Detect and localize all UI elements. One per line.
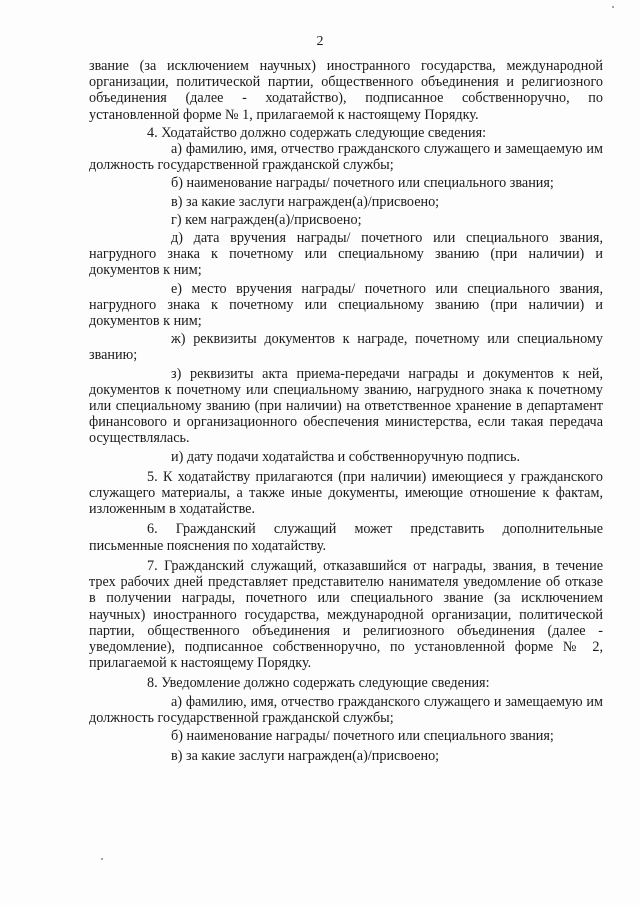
paragraph-8-item-v: в) за какие заслуги награжден(а)/присвоено; <box>171 748 440 765</box>
paragraph-8-item-a: а) фамилию, имя, отчество гражданского служащего и замещаемую им должность государственной гражданской службы; <box>89 693 603 726</box>
paragraph-4-item-d: д) дата вручения награды/ почетного или специального звания, нагрудного знака к почетному или специальному званию (при наличии) и документов к ним; <box>89 230 603 279</box>
paragraph-4-item-a: а) фамилию, имя, отчество гражданского служащего и замещаемую им должность государственной гражданской службы; <box>89 141 603 174</box>
paragraph-5: 5. К ходатайству прилагаются (при наличии) имеющиеся у гражданского служащего материалы, а также иные документы, имеющие отношение к фактам, изложенным в ходатайстве. <box>89 468 603 518</box>
paragraph-7: 7. Гражданский служащий, отказавшийся от награды, звания, в течение трех рабочих дней представляет представителю нанимателя уведомление об отказе в получении награды, почетного или специального звание (за исключением научных) иностранного государства, международной организации, политической партии, общественного объединения и религиозного объединения (далее - уведомление), подписанное собственноручно, по установленной форме № 2, прилагаемой к настоящему Порядку. <box>89 557 603 672</box>
paragraph-4-item-e: е) место вручения награды/ почетного или специального звания, нагрудного знака к почетному или специальному званию (при наличии) и документов к ним; <box>89 280 603 330</box>
paragraph-8: 8. Уведомление должно содержать следующие сведения: <box>147 675 490 692</box>
paragraph-4-item-z: з) реквизиты акта приема-передачи награды и документов к ней, документов к почетному или специальному званию, нагрудного знака к почетному или специальному званию (при наличии) на ответственное хранение в департамент финансового и организационного обеспечения министерства, если такая передача осуществлялась. <box>89 365 603 447</box>
paragraph-4-item-g: г) кем награжден(а)/присвоено; <box>171 211 362 228</box>
scan-speck <box>101 858 103 860</box>
paragraph-intro: звание (за исключением научных) иностранного государства, международной организации, политической партии, общественного объединения и религиозного объединения (далее - ходатайство), подписанное собственноручно, по установленной форме № 1, прилагаемой к настоящему Порядку. <box>89 58 603 123</box>
paragraph-6: 6. Гражданский служащий может представить дополнительные письменные пояснения по ходатайству. <box>89 521 603 554</box>
page-number: 2 <box>316 34 324 49</box>
paragraph-8-item-b: б) наименование награды/ почетного или специального звания; <box>171 727 554 744</box>
document-text <box>89 58 603 764</box>
scan-speck <box>612 6 614 8</box>
paragraph-4: 4. Ходатайство должно содержать следующие сведения: <box>147 124 487 141</box>
paragraph-4-item-b: б) наименование награды/ почетного или специального звания; <box>171 175 554 192</box>
paragraph-4-item-i: и) дату подачи ходатайства и собственноручную подпись. <box>171 448 521 465</box>
paragraph-4-item-zh: ж) реквизиты документов к награде, почетному или специальному званию; <box>89 331 603 364</box>
paragraph-4-item-v: в) за какие заслуги награжден(а)/присвоено; <box>171 193 440 210</box>
